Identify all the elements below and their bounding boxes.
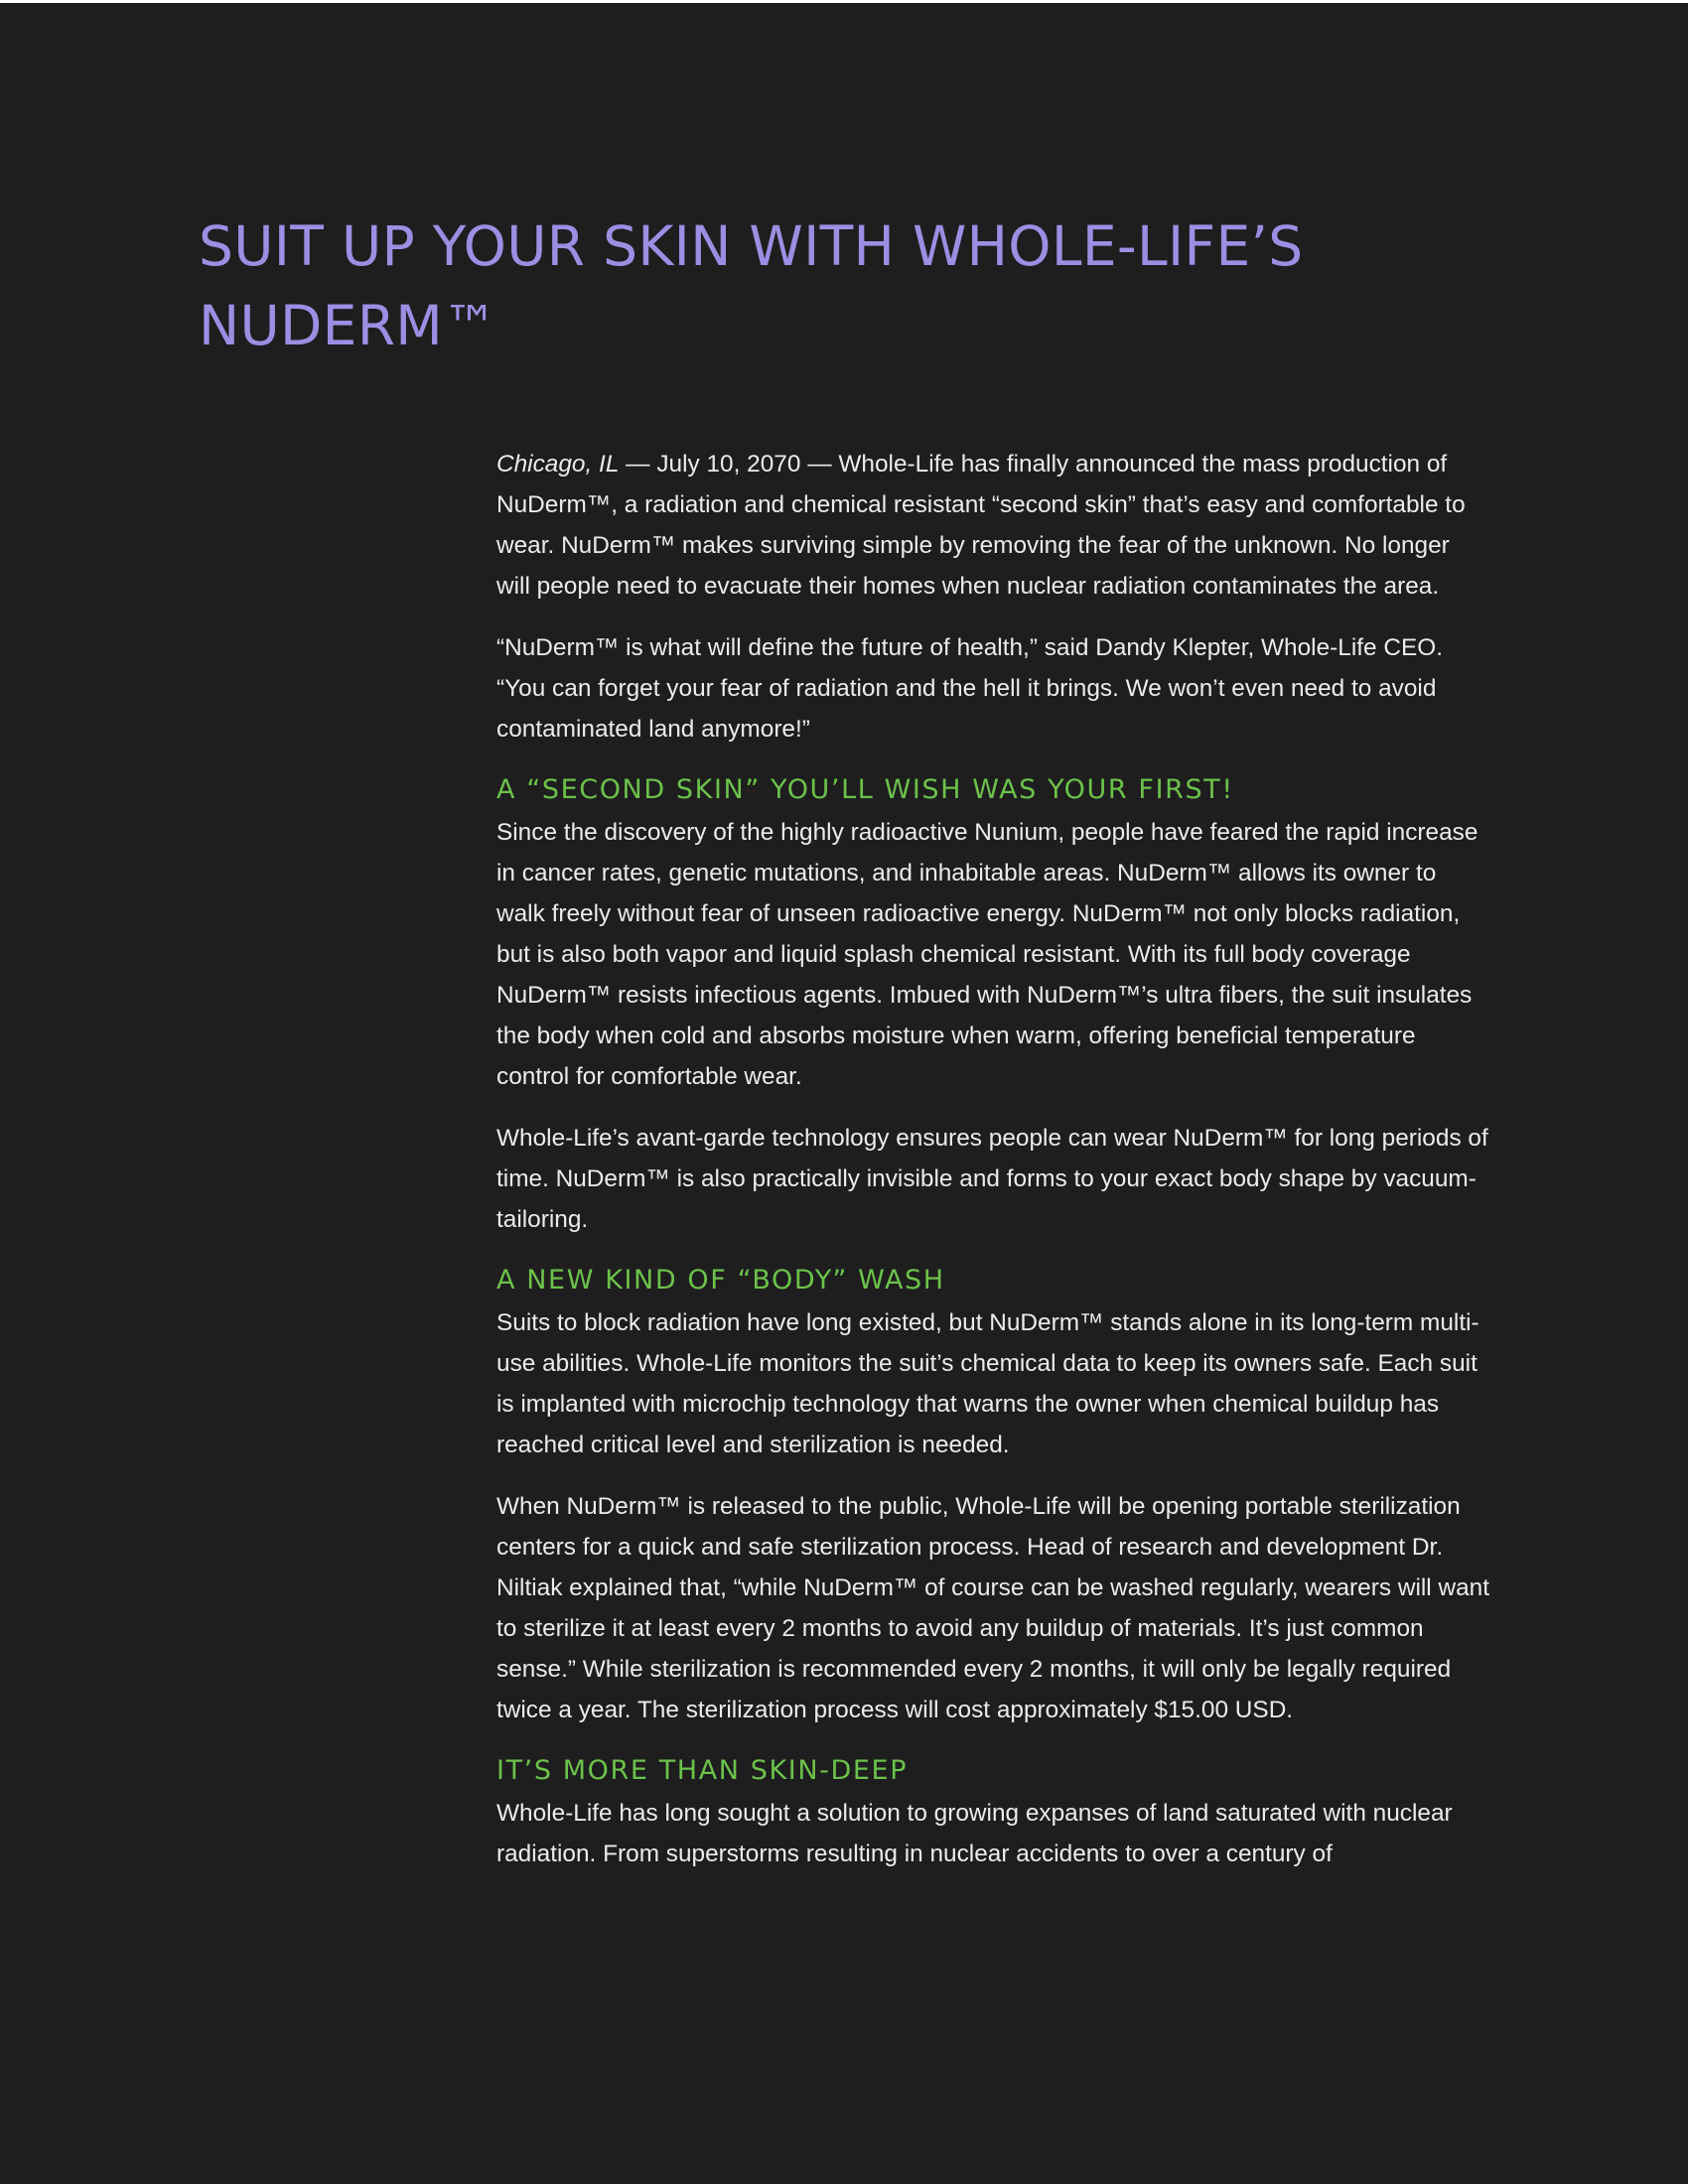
intro-paragraph (496, 444, 1489, 607)
body-paragraph: Suits to block radiation have long existed, but NuDerm™ stands alone in its long-term multi-use abilities. Whole-Life monitors the suit’s chemical data to keep its owners safe. Each suit is implanted with microchip technology that warns the owner when chemical buildup has reached critical level and sterilization is needed. (496, 1309, 1479, 1458)
body-paragraph: Since the discovery of the highly radioactive Nunium, people have feared the rapid increase in cancer rates, genetic mutations, and inhabitable areas. NuDerm™ allows its owner to walk freely without fear of unseen radioactive energy. NuDerm™ not only blocks radiation, but is also both vapor and liquid splash chemical resistant. With its full body coverage NuDerm™ resists infectious agents. Imbued with NuDerm™’s ultra fibers, the suit insulates the body when cold and absorbs moisture when warm, offering beneficial temperature control for comfortable wear. (496, 819, 1478, 1090)
title-line-1: SUIT UP YOUR SKIN WITH WHOLE-LIFE’S (199, 214, 1304, 278)
page-title (199, 206, 1390, 365)
body-paragraph: Whole-Life has long sought a solution to growing expanses of land saturated with nuclear radiation. From superstorms resulting in nuclear accidents to over a century of (496, 1800, 1453, 1867)
section-heading-second-skin: A “SECOND SKIN” YOU’LL WISH WAS YOUR FIRST! (496, 774, 1234, 805)
document-page (0, 3, 1688, 2184)
ceo-quote-paragraph: “NuDerm™ is what will define the future of health,” said Dandy Klepter, Whole-Life CEO. “You can forget your fear of radiation and the hell it brings. We won’t even need to avoid contaminated land anymore!” (496, 634, 1444, 743)
title-line-2: NUDERM™ (199, 294, 498, 357)
section-heading-body-wash: A NEW KIND OF “BODY” WASH (496, 1265, 945, 1296)
intro-text: — July 10, 2070 — Whole-Life has finally announced the mass production of NuDerm™, a radiation and chemical resistant “second skin” that’s easy and comfortable to wear. NuDerm™ makes surviving simple by removing the fear of the unknown. No longer will people need to evacuate their homes when nuclear radiation contaminates the area. (496, 451, 1466, 600)
body-paragraph: When NuDerm™ is released to the public, Whole-Life will be opening portable sterilization centers for a quick and safe sterilization process. Head of research and development Dr. Niltiak explained that, “while NuDerm™ of course can be washed regularly, wearers will want to sterilize it at least every 2 months to avoid any buildup of materials. It’s just common sense.” While sterilization is recommended every 2 months, it will only be legally required twice a year. The sterilization process will cost approximately $15.00 USD. (496, 1493, 1489, 1723)
section-heading-skin-deep: IT’S MORE THAN SKIN-DEEP (496, 1755, 909, 1786)
dateline: Chicago, IL (496, 451, 620, 478)
article-body (496, 444, 1489, 1895)
body-paragraph: Whole-Life’s avant-garde technology ensures people can wear NuDerm™ for long periods of time. NuDerm™ is also practically invisible and forms to your exact body shape by vacuum-tailoring. (496, 1125, 1488, 1233)
